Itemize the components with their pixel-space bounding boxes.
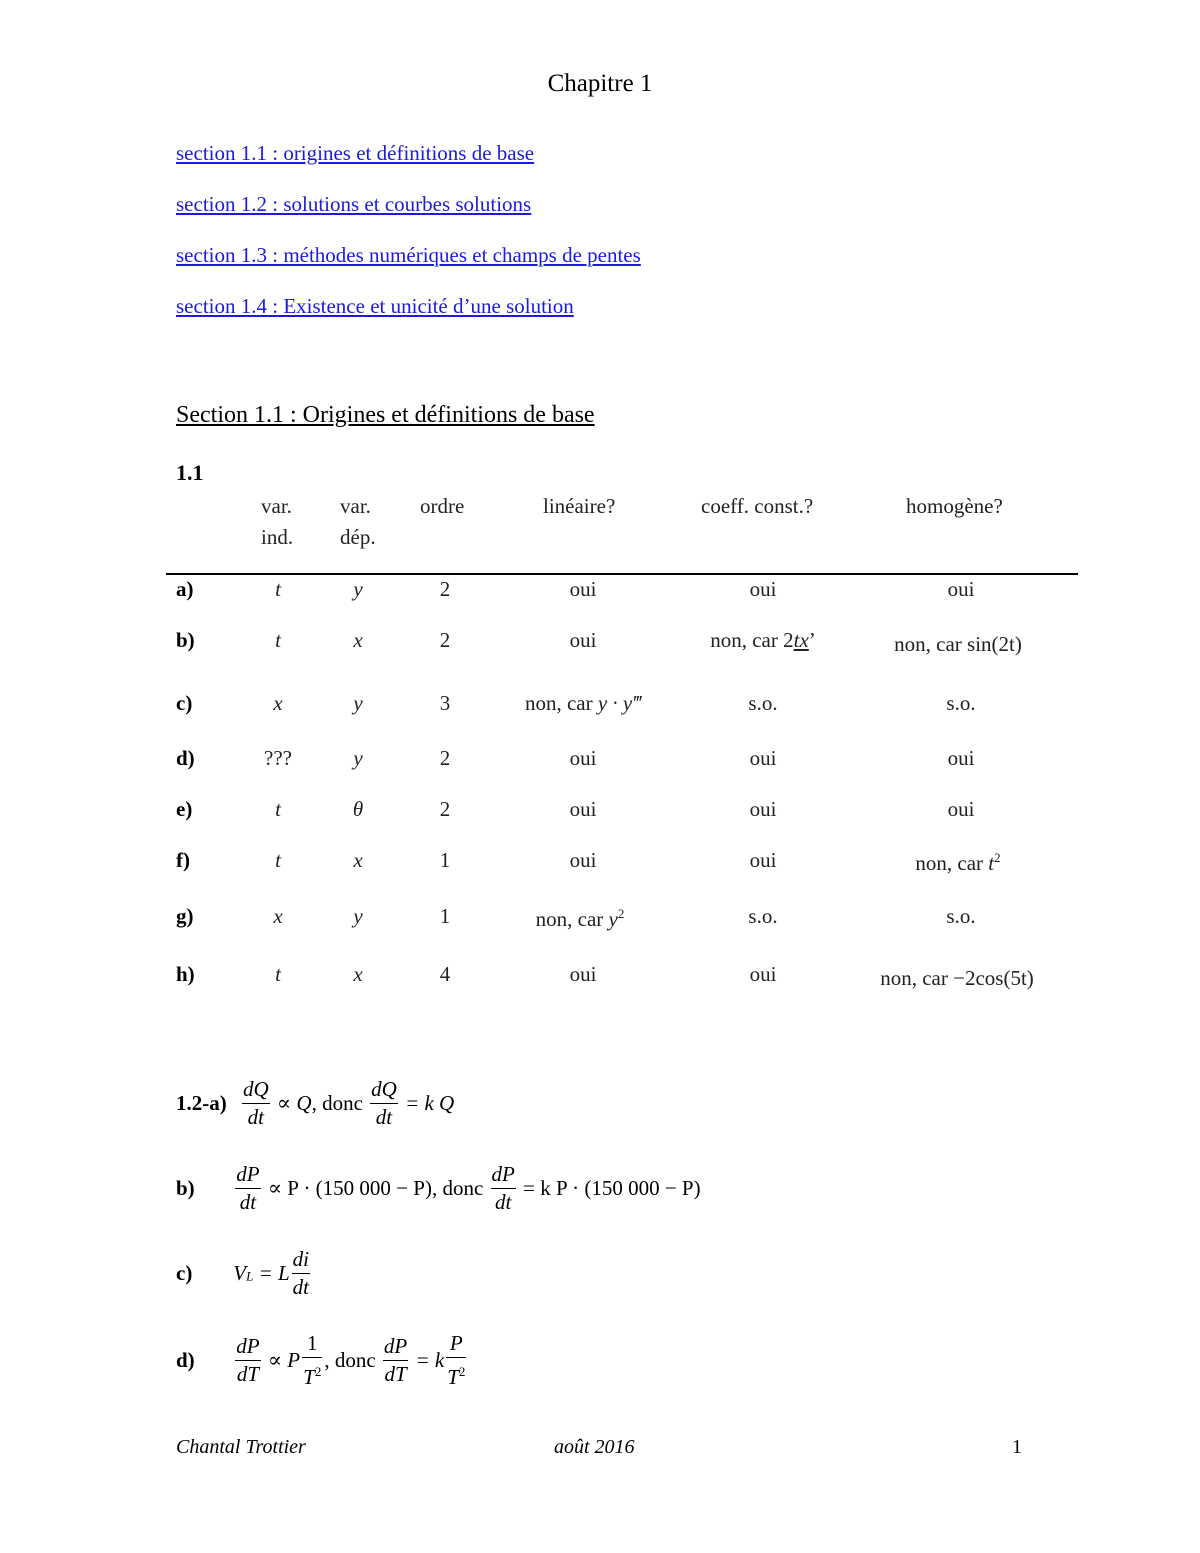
fraction (235, 1161, 260, 1216)
toc-link-1-3[interactable] (176, 243, 641, 268)
hom-prefix: non, car (915, 851, 989, 875)
part-label: b) (176, 1176, 195, 1200)
lin-prefix: non, car (524, 691, 598, 715)
hom-exp: 2 (994, 850, 1001, 865)
fraction (491, 1161, 516, 1216)
cell-ordre: 2 (439, 746, 451, 770)
voltage-symbol: V (233, 1261, 247, 1285)
toc-link-1-3-text[interactable]: section 1.3 : méthodes numériques et champs de pentes (176, 243, 641, 267)
denominator-base: T (303, 1365, 315, 1389)
hom-math: sin(2t) (967, 632, 1022, 656)
header-var-dep-line1: var. (340, 494, 371, 518)
cell-lineaire: oui (569, 746, 597, 770)
header-homogene: homogène? (906, 494, 1003, 518)
cell-var-ind: t (275, 628, 281, 652)
exercise-1-2-c (176, 1246, 312, 1301)
part-label: d) (176, 1348, 195, 1372)
relation: ∝ P (267, 1348, 301, 1372)
footer-author: Chantal Trottier (176, 1436, 306, 1458)
header-var-ind-line1: var. (261, 494, 292, 518)
header-coeff-const: coeff. const.? (701, 494, 814, 518)
lin-exp: 2 (617, 906, 625, 921)
fraction-numerator: dQ (242, 1076, 270, 1104)
cell-coeff: s.o. (748, 904, 778, 928)
section-heading: Section 1.1 : Origines et définitions de base (176, 402, 595, 428)
hom-prefix: non, car (880, 966, 954, 990)
toc-link-1-1-text[interactable]: section 1.1 : origines et définitions de base (176, 141, 535, 165)
donc-text: , donc (311, 1091, 363, 1115)
exercise-1-2-d (176, 1330, 468, 1391)
cell-homogene (880, 966, 1034, 991)
cell-homogene (894, 632, 1022, 657)
cell-homogene: oui (947, 577, 975, 601)
fraction-denominator: dT (384, 1362, 407, 1386)
equation-rhs: = k (415, 1348, 445, 1372)
lin-math: y · y‴ (597, 691, 642, 715)
cell-var-ind: ??? (264, 746, 292, 770)
cell-var-ind: x (273, 904, 283, 928)
row-label: g) (176, 904, 194, 928)
row-label: f) (176, 848, 190, 872)
hom-base: t (988, 851, 995, 875)
fraction (242, 1076, 270, 1131)
fraction-numerator: dP (383, 1333, 408, 1361)
row-label: c) (176, 691, 193, 715)
lin-base: y (608, 907, 618, 931)
toc-link-1-4-text[interactable]: section 1.4 : Existence et unicité d’une solution (176, 294, 574, 318)
fraction-numerator: dP (235, 1333, 260, 1361)
part-label: c) (176, 1261, 193, 1285)
cell-ordre: 1 (439, 848, 451, 872)
fraction-numerator: dQ (370, 1076, 398, 1104)
denominator-base: T (447, 1365, 459, 1389)
fraction (383, 1333, 408, 1388)
cell-lineaire (536, 906, 625, 932)
coeff-prefix: non, car 2 (710, 628, 794, 652)
exercise-1-2-b (176, 1161, 701, 1216)
page-title: Chapitre 1 (547, 70, 653, 97)
cell-var-dep: y (353, 691, 363, 715)
cell-var-ind: t (275, 848, 281, 872)
cell-var-ind: t (275, 577, 281, 601)
equation-rhs: = L (258, 1261, 290, 1285)
fraction-denominator: dt (495, 1190, 512, 1214)
cell-ordre: 2 (439, 797, 451, 821)
coeff-suffix: ’ (808, 628, 816, 652)
cell-var-ind: t (275, 797, 281, 821)
fraction (235, 1333, 260, 1388)
cell-coeff: oui (749, 962, 777, 986)
denominator-exponent: 2 (458, 1364, 466, 1379)
cell-coeff: oui (749, 797, 777, 821)
equation-rhs: = k Q (405, 1091, 455, 1115)
fraction-denominator: dt (375, 1105, 393, 1129)
row-label: b) (176, 628, 195, 652)
footer-date: août 2016 (554, 1436, 635, 1458)
cell-coeff (710, 628, 816, 653)
relation: ∝ P · (150 000 − P) (267, 1176, 432, 1200)
hom-math: −2cos(5t) (953, 966, 1034, 990)
header-var-dep-line2: dép. (340, 525, 376, 549)
cell-var-dep: x (353, 962, 363, 986)
cell-coeff: oui (749, 746, 777, 770)
fraction (446, 1330, 466, 1391)
cell-var-dep: y (353, 577, 363, 601)
cell-ordre: 2 (439, 628, 451, 652)
fraction-denominator: dt (239, 1190, 257, 1214)
toc-link-1-4[interactable] (176, 294, 574, 319)
equation-rhs: = k P · (150 000 − P) (523, 1176, 701, 1200)
fraction-denominator: dt (247, 1105, 264, 1129)
relation: ∝ Q (276, 1091, 312, 1115)
cell-homogene: s.o. (946, 691, 976, 715)
cell-lineaire: oui (569, 577, 597, 601)
header-lineaire: linéaire? (543, 494, 616, 518)
cell-ordre: 1 (439, 904, 451, 928)
coeff-tx: tx (793, 628, 809, 652)
cell-lineaire: oui (569, 797, 597, 821)
table-header-rule (166, 573, 1078, 575)
cell-var-ind: t (275, 962, 281, 986)
toc-link-1-2-text[interactable]: section 1.2 : solutions et courbes solutions (176, 192, 532, 216)
fraction-numerator: P (446, 1330, 466, 1358)
fraction-numerator: 1 (302, 1330, 322, 1358)
donc-text: , donc (324, 1348, 376, 1372)
cell-var-dep: y (353, 746, 363, 770)
cell-homogene: oui (947, 746, 975, 770)
denominator-exponent: 2 (314, 1364, 322, 1379)
lin-prefix: non, car (535, 907, 609, 931)
header-ordre: ordre (420, 494, 465, 518)
row-label: a) (176, 577, 194, 601)
fraction-denominator: dt (292, 1275, 310, 1299)
cell-lineaire: oui (569, 962, 597, 986)
hom-prefix: non, car (894, 632, 968, 656)
cell-var-ind: x (273, 691, 283, 715)
cell-ordre: 4 (439, 962, 451, 986)
cell-var-dep: y (353, 904, 363, 928)
cell-var-dep: x (353, 848, 363, 872)
fraction-numerator: di (292, 1246, 310, 1274)
fraction-numerator: dP (235, 1161, 260, 1189)
fraction-numerator: dP (491, 1161, 516, 1189)
header-var-ind (261, 491, 293, 553)
donc-text: , donc (431, 1176, 484, 1200)
fraction (370, 1076, 398, 1131)
cell-var-dep: θ (352, 797, 364, 821)
voltage-subscript: L (246, 1268, 254, 1284)
header-var-ind-line2: ind. (261, 525, 294, 549)
fraction-denominator (446, 1358, 466, 1391)
cell-homogene: oui (947, 797, 975, 821)
header-var-dep (340, 491, 376, 553)
cell-homogene (915, 850, 1000, 876)
row-label: e) (176, 797, 193, 821)
part-label: 1.2-a) (176, 1091, 227, 1115)
cell-ordre: 3 (439, 691, 451, 715)
cell-coeff: oui (749, 848, 777, 872)
fraction-denominator (302, 1358, 322, 1391)
cell-coeff: s.o. (748, 691, 778, 715)
toc-link-1-2[interactable] (176, 192, 531, 217)
fraction (302, 1330, 322, 1391)
cell-lineaire: oui (569, 628, 597, 652)
cell-coeff: oui (749, 577, 777, 601)
toc-link-1-1[interactable] (176, 141, 534, 166)
exercise-1-2-a (176, 1076, 454, 1131)
cell-lineaire (525, 691, 641, 716)
exercise-number: 1.1 (176, 460, 204, 485)
fraction (292, 1246, 310, 1301)
row-label: h) (176, 962, 195, 986)
cell-ordre: 2 (439, 577, 451, 601)
cell-lineaire: oui (569, 848, 597, 872)
footer-page-number: 1 (1012, 1436, 1022, 1458)
row-label: d) (176, 746, 195, 770)
fraction-denominator: dT (236, 1362, 259, 1386)
cell-homogene: s.o. (946, 904, 976, 928)
cell-var-dep: x (353, 628, 363, 652)
